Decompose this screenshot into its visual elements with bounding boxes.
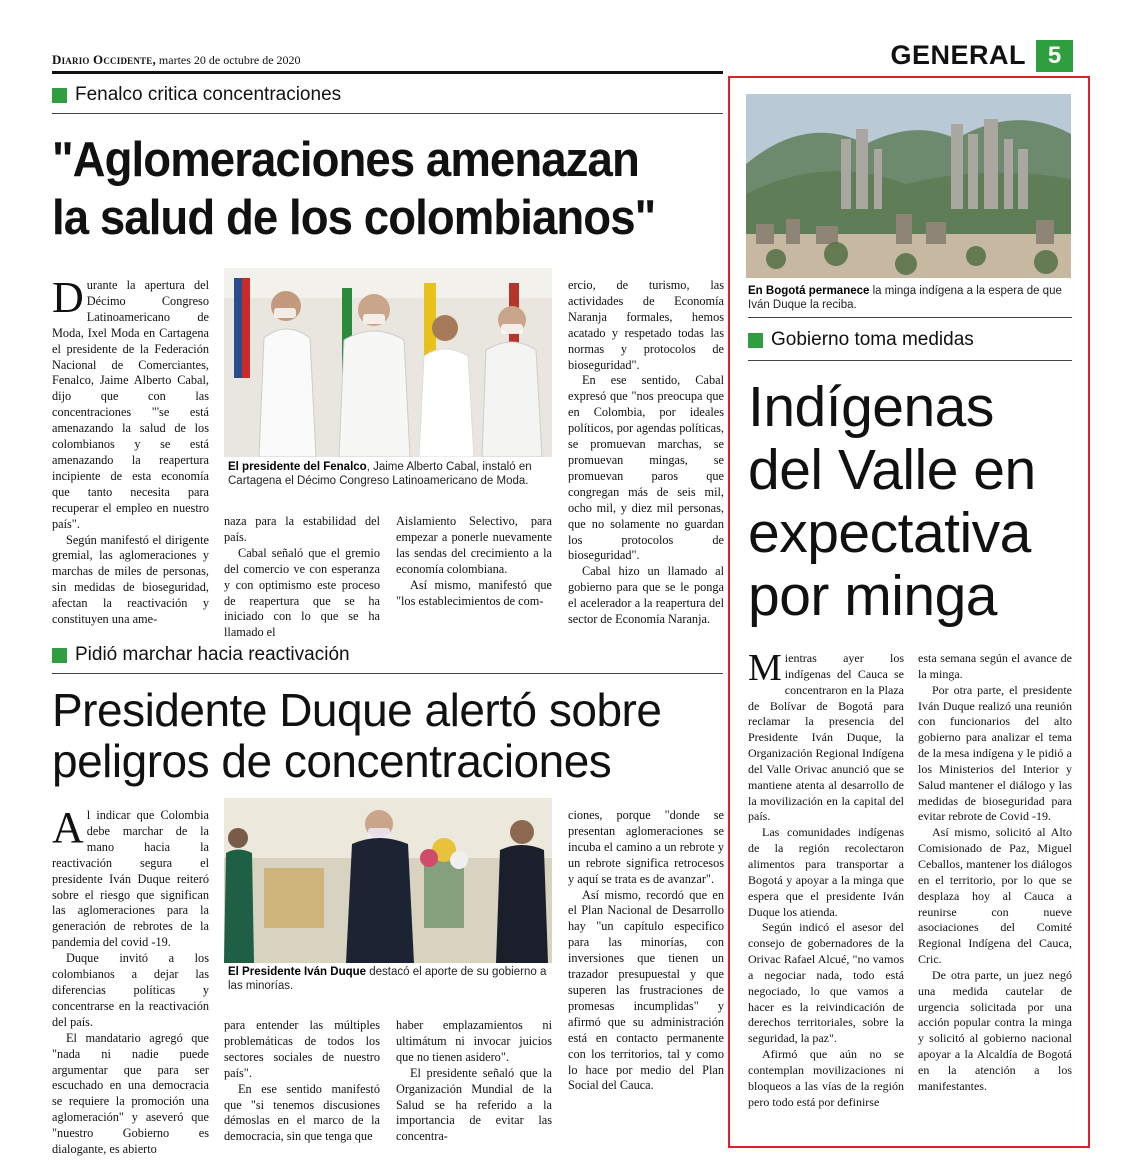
caption-text: la minga indígena a la espera de que Iván Duque la reciba. xyxy=(748,285,1062,311)
article3-col2 xyxy=(918,651,1072,1095)
article1-title-line2: la salud de los colombianos" xyxy=(52,191,656,245)
people-photo-icon xyxy=(224,798,552,963)
paragraph: En ese sentido manifestó que "si tenemos discusiones démoslas en el marco de la democracia, sin que tenga que xyxy=(224,1081,380,1144)
paragraph: Afirmó que aún no se contemplan movilizaciones ni bloqueos a las vías de la región pero todo está por definirse xyxy=(748,1047,904,1109)
drop-cap: D xyxy=(52,273,84,322)
paragraph: ciones, porque "donde se presentan aglomeraciones se incuba el camino a un rebrote y un rebrote significa retrocesos y aquí se trata es de avanzar". xyxy=(568,808,724,886)
kicker-square-icon xyxy=(52,88,67,103)
photo-bogota-skyline xyxy=(746,94,1071,278)
article1-title-line1: "Aglomeraciones amenazan xyxy=(52,133,639,187)
paragraph: para entender las múltiples problemáticas de todos los sectores sociales de nuestro país". xyxy=(224,1018,380,1080)
kicker-text: Fenalco critica concentraciones xyxy=(75,84,342,105)
caption-text: , Jaime Alberto Cabal, instaló en Cartagena el Décimo Congreso Latinoamericano de Moda. xyxy=(228,461,532,487)
paragraph: Duque invitó a los colombianos a dejar las diferencias políticas y concentrarse en la reactivación del país. xyxy=(52,951,209,1029)
section-label: GENERAL xyxy=(890,40,1026,70)
article3-col1 xyxy=(748,647,904,1110)
paragraph: El presidente señaló que la Organización Mundial de la Salud se ha referido a la importancia de evitar las concentra- xyxy=(396,1065,552,1144)
article2-title-line2: peligros de concentraciones xyxy=(52,735,612,787)
article3-kicker xyxy=(748,329,974,351)
kicker-text: Gobierno toma medidas xyxy=(771,329,974,350)
paragraph: esta semana según el avance de la minga. xyxy=(918,651,1072,681)
paragraph: l indicar que Colombia debe marchar de la mano hacia la reactivación segura el presidente Iván Duque reiteró sobre el riesgo que significan las aglomeraciones para la generación de rebrotes de la pandemia del covid -19. xyxy=(52,808,209,950)
paragraph: Así mismo, recordó que en el Plan Nacional de Desarrollo hay "un capítulo especifico para las minorías, con inversiones que tienen un trazador presupuestal y que superen las frustraciones de promesas incumplidas" y afirmó que su administración está en contacto permanente con los territorios, tal y como lo hace por medio del Plan Social del Cauca. xyxy=(568,887,724,1093)
photo-fenalco-congress xyxy=(224,268,552,457)
article1-col1 xyxy=(52,273,209,628)
paragraph: El mandatario agregó que "nada ni nadie puede argumentar que para ser escuchado en una democracia se requiere la promoción una aglomeración" y aseveró que "nuestro Gobierno es dialogante, es abierto xyxy=(52,1030,209,1157)
divider xyxy=(748,360,1072,361)
masthead xyxy=(52,52,301,68)
paragraph: Cabal hizo un llamado al gobierno para que se le ponga el acelerador a la reapertura del sector de Economía Naranja. xyxy=(568,564,724,627)
article1-col2 xyxy=(224,514,380,641)
paragraph: Según manifestó el dirigente gremial, las aglomeraciones y marchas de miles de personas, sin medidas de bioseguridad, afectan la reactivación y constituyen una ame- xyxy=(52,532,209,627)
divider xyxy=(52,673,723,674)
kicker-text: Pidió marchar hacia reactivación xyxy=(75,644,350,665)
paragraph: Así mismo, solicitó al Alto Comisionado de Paz, Miguel Ceballos, mantener los diálogos en el territorio, por lo que se desplaza hoy al Cauca a reunirse con nueve asociaciones del Comité Regional Indígena del Cauca, Cric. xyxy=(918,825,1072,967)
paper-name: Diario Occidente, xyxy=(52,52,156,67)
people-photo-icon xyxy=(224,268,552,457)
drop-cap: M xyxy=(748,647,782,689)
paragraph: Así mismo, manifestó que "los establecimientos de com- xyxy=(396,577,552,608)
paragraph: Cabal señaló que el gremio del comercio ve con esperanza y con optimismo este proceso de reapertura que se ha iniciado con lo que se ha llamado el xyxy=(224,545,380,640)
paragraph: En ese sentido, Cabal expresó que "nos preocupa que en Colombia, por ideales políticos, por agendas políticas, se promuevan marchas, se promuevan mingas, se promuevan paros que congregan más de seis mil, ocho mil, y diez mil personas, que no solamente no guardan los protocolos de bioseguridad". xyxy=(568,373,724,563)
paragraph: urante la apertura del Décimo Congreso Latinoamericano de Moda, Ixel Moda en Cartagena el presidente de la Federación Nacional de Comerciantes, Fenalco, Jaime Alberto Cabal, dijo que con las concentraciones "'se está amenazando la salud de los colombianos y se está amenazando la reapertura incipiente de esta economía que tanto necesita para recuperar el empleo en nuestro país". xyxy=(52,278,209,531)
caption-bold: El Presidente Iván Duque xyxy=(228,966,367,978)
paragraph: Según indicó el asesor del consejo de gobernadores de la Orivac Rafael Alcué, "no vamos a negociar nada, todo está negociado, lo que vamos a hacer es la reivindicación de derechos territoriales, sobre la seguridad, la paz". xyxy=(748,920,904,1046)
top-rule xyxy=(52,71,723,74)
issue-date: martes 20 de octubre de 2020 xyxy=(158,53,301,67)
article1-kicker xyxy=(52,84,341,106)
caption-text: destacó el aporte de su gobierno a las minorías. xyxy=(228,966,547,992)
paragraph: naza para la estabilidad del país. xyxy=(224,514,380,544)
article3-title-line2: del Valle en xyxy=(748,438,1036,502)
article2-kicker xyxy=(52,644,350,666)
article3-title-line1: Indígenas xyxy=(748,375,994,439)
article1-col4 xyxy=(568,278,724,628)
article2-col2 xyxy=(224,1018,380,1145)
article3-caption xyxy=(748,285,1072,312)
article2-caption xyxy=(228,966,550,993)
caption-bold: En Bogotá permanece xyxy=(748,285,870,297)
paragraph: ercio, de turismo, las actividades de Economía Naranja formales, hemos acatado y respetado todas las normas y protocolos de bioseguridad". xyxy=(568,278,724,372)
paragraph: De otra parte, un juez negó una medida cautelar de urgencia solicitada por una acción popular contra la minga y solicitó al gobierno nacional apoyar a la Alcaldía de Bogotá en la atención a los manifestantes. xyxy=(918,967,1072,1093)
paragraph: Por otra parte, el presidente Iván Duque realizó una reunión con funcionarios del alto gobierno para analizar el tema de la mesa indígena y le pidió a los Ministerios del Interior y Salud mantener el diálogo y las medidas de bioseguridad para evitar rebrote de Covid -19. xyxy=(918,682,1072,824)
paragraph: Aislamiento Selectivo, para empezar a ponerle nuevamente las sendas del crecimiento a la economía colombiana. xyxy=(396,514,552,576)
article1-col3 xyxy=(396,514,552,609)
article3-title-line4: por minga xyxy=(748,564,997,628)
paragraph: Las comunidades indígenas de la región recolectaron alimentos para transportar a Bogotá y apoyar a la minga que espera que el presidente Iván Duque los atienda. xyxy=(748,825,904,919)
article1-caption xyxy=(228,461,550,488)
paragraph: haber emplazamientos ni ultimátum ni invocar juicios que no tienen asidero". xyxy=(396,1018,552,1064)
divider xyxy=(52,113,723,114)
paragraph: ientras ayer los indígenas del Cauca se concentraron en la Plaza de Bolívar de Bogotá para reclamar la presencia del Presidente Iván Duque, la Organización Regional Indígena del Valle Orivac anunció que se mantiene atenta al desarrollo de la movilización en la capital del país. xyxy=(748,651,904,824)
kicker-square-icon xyxy=(748,333,763,348)
article2-col3 xyxy=(396,1018,552,1145)
caption-bold: El presidente del Fenalco xyxy=(228,461,367,473)
photo-president-duque xyxy=(224,798,552,963)
divider xyxy=(748,317,1072,318)
drop-cap: A xyxy=(52,803,84,852)
page-number: 5 xyxy=(1036,40,1073,72)
kicker-square-icon xyxy=(52,648,67,663)
article2-title-line1: Presidente Duque alertó sobre xyxy=(52,684,662,736)
article3-title-line3: expectativa xyxy=(748,501,1031,565)
article2-col4 xyxy=(568,808,724,1094)
article2-col1 xyxy=(52,803,209,1158)
city-photo-icon xyxy=(746,94,1071,278)
